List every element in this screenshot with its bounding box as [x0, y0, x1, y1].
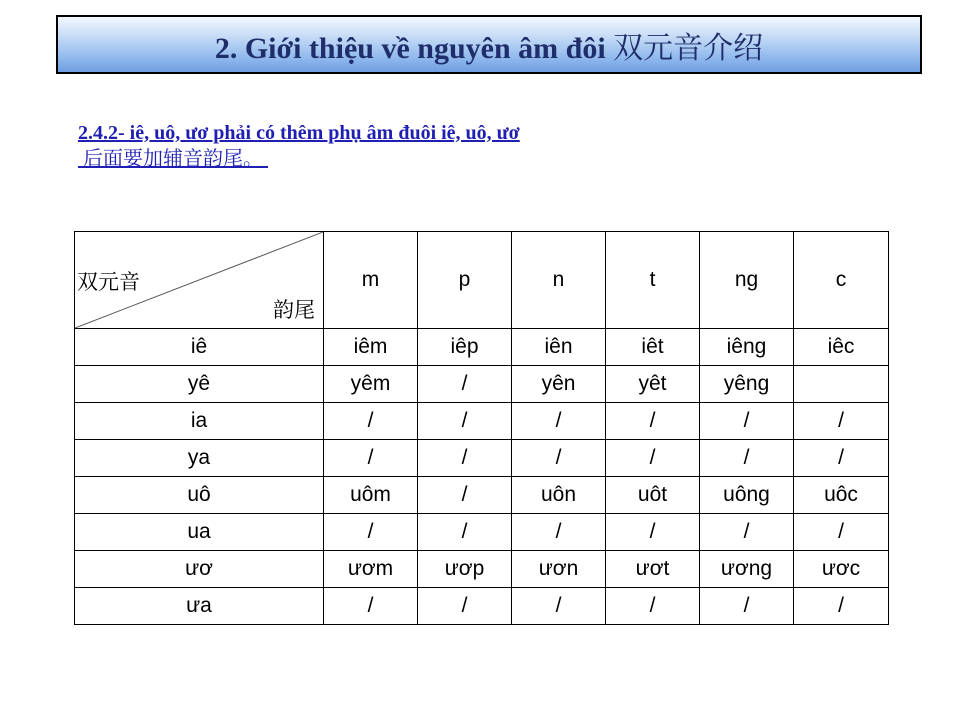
row-label: ươ	[75, 551, 324, 588]
table-cell: iêm	[324, 329, 418, 366]
row-label: ia	[75, 403, 324, 440]
table-cell: /	[794, 514, 889, 551]
row-label: iê	[75, 329, 324, 366]
table-cell: /	[700, 440, 794, 477]
corner-top-label: 双元音	[77, 270, 140, 294]
table-cell: /	[418, 366, 512, 403]
table-cell: ươm	[324, 551, 418, 588]
table-cell: /	[606, 440, 700, 477]
slide-title	[215, 23, 763, 67]
table-row	[75, 477, 889, 514]
table-cell: uông	[700, 477, 794, 514]
column-header: m	[324, 232, 418, 329]
table-cell: /	[418, 403, 512, 440]
table-cell: yêt	[606, 366, 700, 403]
table-row	[75, 366, 889, 403]
header-row	[75, 232, 889, 329]
row-label: ưa	[75, 588, 324, 625]
table-cell: iêc	[794, 329, 889, 366]
table-cell: ươt	[606, 551, 700, 588]
table-cell: iêt	[606, 329, 700, 366]
table-cell: iên	[512, 329, 606, 366]
table-cell: /	[794, 403, 889, 440]
table-cell: /	[512, 514, 606, 551]
table-cell: /	[418, 514, 512, 551]
column-header: ng	[700, 232, 794, 329]
corner-header-cell	[75, 232, 324, 329]
table-cell: /	[700, 514, 794, 551]
table-cell: uôn	[512, 477, 606, 514]
column-header: p	[418, 232, 512, 329]
table-cell: /	[606, 514, 700, 551]
title-chinese: 双元音介绍	[613, 31, 764, 65]
table-cell: ương	[700, 551, 794, 588]
corner-bottom-label: 韵尾	[273, 298, 315, 322]
row-label: ya	[75, 440, 324, 477]
table-cell: /	[324, 514, 418, 551]
diphthong-table	[74, 231, 889, 625]
table-cell: /	[418, 477, 512, 514]
column-header: t	[606, 232, 700, 329]
table-cell: ươp	[418, 551, 512, 588]
table-cell: /	[606, 588, 700, 625]
table-cell: /	[324, 440, 418, 477]
table-cell: /	[512, 440, 606, 477]
table-cell: /	[606, 403, 700, 440]
table-cell: uôt	[606, 477, 700, 514]
table-cell: uôc	[794, 477, 889, 514]
table-row	[75, 551, 889, 588]
table-cell	[794, 366, 889, 403]
title-vietnamese: 2. Giới thiệu về nguyên âm đôi	[214, 31, 614, 65]
table-cell: /	[418, 440, 512, 477]
table-row	[75, 403, 889, 440]
table-cell: /	[700, 403, 794, 440]
table-cell: uôm	[324, 477, 418, 514]
table-cell: /	[794, 440, 889, 477]
column-header: n	[512, 232, 606, 329]
table-cell: /	[512, 588, 606, 625]
table-cell: /	[324, 588, 418, 625]
table-cell: /	[324, 403, 418, 440]
table-cell: /	[512, 403, 606, 440]
table-cell: /	[700, 588, 794, 625]
table-cell: ươn	[512, 551, 606, 588]
table-row	[75, 440, 889, 477]
table-cell: iêp	[418, 329, 512, 366]
table-cell: yêm	[324, 366, 418, 403]
table-cell: yêng	[700, 366, 794, 403]
subheading-line-2: 后面要加辅音韵尾。	[78, 148, 268, 170]
table-row	[75, 329, 889, 366]
table-cell: /	[794, 588, 889, 625]
table-cell: /	[418, 588, 512, 625]
table-cell: ươc	[794, 551, 889, 588]
table-row	[75, 588, 889, 625]
table-cell: yên	[512, 366, 606, 403]
table-body	[75, 232, 889, 625]
column-header: c	[794, 232, 889, 329]
row-label: ua	[75, 514, 324, 551]
row-label: yê	[75, 366, 324, 403]
subheading	[78, 120, 520, 172]
row-label: uô	[75, 477, 324, 514]
table-cell: iêng	[700, 329, 794, 366]
title-banner	[56, 15, 922, 74]
table-row	[75, 514, 889, 551]
subheading-line-1: 2.4.2- iê, uô, ươ phải có thêm phụ âm đuôi iê, uô, ươ	[78, 122, 520, 144]
